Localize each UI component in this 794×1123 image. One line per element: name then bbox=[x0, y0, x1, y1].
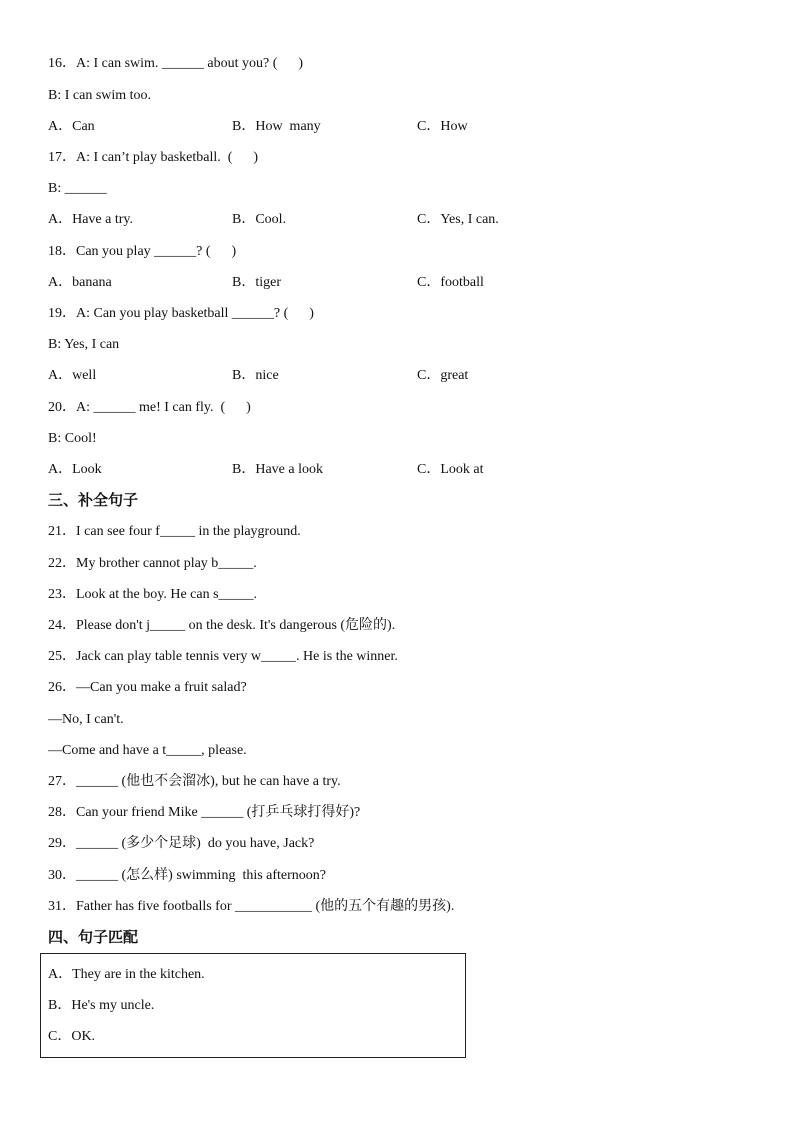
fill-line-31: 31．Father has five footballs for ___________ (他的五个有趣的男孩). bbox=[48, 899, 455, 914]
match-item-b: B．He's my uncle. bbox=[48, 998, 155, 1013]
option-19-b: B．nice bbox=[232, 368, 279, 383]
answer-line-19: B: Yes, I can bbox=[48, 337, 120, 352]
fill-line-26: 26．—Can you make a fruit salad? bbox=[48, 680, 247, 695]
answer-line-16: B: I can swim too. bbox=[48, 88, 152, 103]
option-17-c: C．Yes, I can. bbox=[417, 212, 499, 227]
fill-line-24: 24．Please don't j_____ on the desk. It's dangerous (危险的). bbox=[48, 618, 396, 633]
option-19-c: C．great bbox=[417, 368, 469, 383]
fill-line-26-invite: —Come and have a t_____, please. bbox=[48, 743, 247, 758]
fill-line-29: 29．______ (多少个足球) do you have, Jack? bbox=[48, 836, 315, 851]
section-3-title: 三、补全句子 bbox=[48, 491, 139, 509]
question-19: 19．A: Can you play basketball ______? ( ) bbox=[48, 306, 314, 321]
question-20: 20．A: ______ me! I can fly. ( ) bbox=[48, 400, 251, 415]
fill-line-28: 28．Can your friend Mike ______ (打乒乓球打得好)? bbox=[48, 805, 361, 820]
option-20-b: B．Have a look bbox=[232, 462, 323, 477]
question-16: 16．A: I can swim. ______ about you? ( ) bbox=[48, 56, 304, 71]
question-17: 17．A: I can’t play basketball. ( ) bbox=[48, 150, 259, 165]
option-18-b: B．tiger bbox=[232, 275, 281, 290]
question-18: 18．Can you play ______? ( ) bbox=[48, 244, 237, 259]
option-16-b: B．How many bbox=[232, 119, 321, 134]
fill-line-23: 23．Look at the boy. He can s_____. bbox=[48, 587, 258, 602]
fill-line-30: 30．______ (怎么样) swimming this afternoon? bbox=[48, 868, 327, 883]
fill-line-25: 25．Jack can play table tennis very w_____. He is the winner. bbox=[48, 649, 398, 664]
option-16-c: C．How bbox=[417, 119, 468, 134]
fill-line-21: 21．I can see four f_____ in the playground. bbox=[48, 524, 301, 539]
option-20-c: C．Look at bbox=[417, 462, 484, 477]
option-17-a: A．Have a try. bbox=[48, 212, 134, 227]
match-item-a: A．They are in the kitchen. bbox=[48, 967, 205, 982]
option-18-c: C．football bbox=[417, 275, 484, 290]
fill-line-27: 27．______ (他也不会溜冰), but he can have a try. bbox=[48, 774, 341, 789]
option-20-a: A．Look bbox=[48, 462, 102, 477]
option-16-a: A．Can bbox=[48, 119, 95, 134]
answer-line-17: B: ______ bbox=[48, 181, 107, 196]
option-17-b: B．Cool. bbox=[232, 212, 287, 227]
fill-line-22: 22．My brother cannot play b_____. bbox=[48, 556, 257, 571]
match-item-c: C．OK. bbox=[48, 1029, 96, 1044]
fill-line-26-reply: —No, I can't. bbox=[48, 712, 124, 727]
section-4-title: 四、句子匹配 bbox=[48, 928, 139, 946]
option-19-a: A．well bbox=[48, 368, 97, 383]
option-18-a: A．banana bbox=[48, 275, 112, 290]
answer-line-20: B: Cool! bbox=[48, 431, 97, 446]
